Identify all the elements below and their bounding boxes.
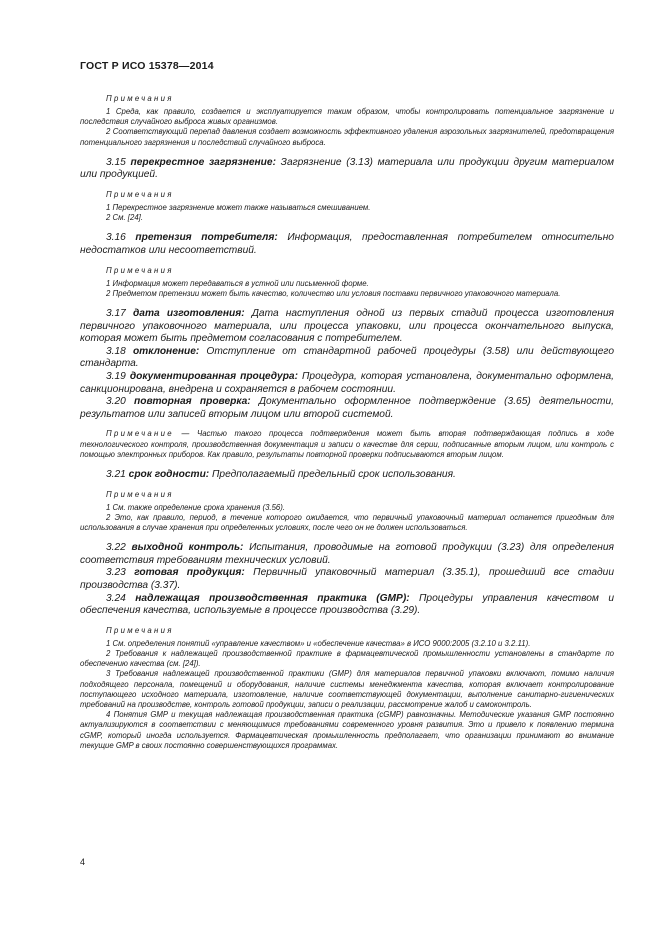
note-item: 2 Требования к надлежащей производственной практике в фармацевтической промышленности установлены в стандарте по обеспечению качества (см. [24]). [80,648,614,669]
note-item: 3 Требования надлежащей производственной практики (GMP) для материалов первичной упаковки включают, помимо наличия подходящего персонала, помещений и оборудования, наличие системы менеджмента качества, которая включает контролирование поступающего исходного материала, изготовление, наличие соответствующей документации, выполнение санитарно-гигиенических требований на производстве, контроль готовой продукции, записи о реализации, рассмотрение жалоб и самоконтроль. [80,669,614,709]
term-3-16: 3.16 претензия потребителя: Информация, предоставленная потребителем относительно недостатков или несоответствий. [80,232,614,256]
page-number: 4 [80,857,86,867]
notes-title: Примечания [106,190,174,199]
notes-title: Примечания [106,265,174,275]
document-header: ГОСТ Р ИСО 15378—2014 [80,60,214,72]
term-3-22: 3.22 выходной контроль: Испытания, проводимые на готовой продукции (3.23) для определения соответствия требованиям технических условий. [80,542,614,566]
note-item: 1 Среда, как правило, создается и эксплуатируется таким образом, чтобы контролировать потенциальное загрязнение и последствия случайного выброса живых организмов. [80,107,614,127]
term-3-19: 3.19 документированная процедура: Процедура, которая установлена, документально оформлена, санкционирована, внедрена и сохраняется в рабочем состоянии. [80,370,614,395]
note-item: 2 Предметом претензии может быть качество, количество или условия поставки первичного упаковочного материала. [106,288,561,298]
note-item: 2 Соответствующий перепад давления создает возможность эффективного удаления аэрозольных загрязнителей, предотвращения потенциального загрязнения и последствий случайного выброса. [80,127,614,147]
note-3-20: Примечание — Частью такого процесса подтверждения может быть вторая подтверждающая подпись в ходе технологического контроля, производственная документация и записи о качестве для серии, подписанные вторым лицом, или контроль с помощью электронных приборов. Как правило, результаты повторной проверки подписываются вторым лицом. [80,429,614,459]
term-3-18: 3.18 отклонение: Отступление от стандартной рабочей процедуры (3.58) или действующего стандарта. [80,345,614,370]
note-item: 1 См. определения понятий «управление качеством» и «обеспечение качества» в ИСО 9000:2005 (3.2.10 и 3.2.11). [106,638,531,648]
term-3-17: 3.17 дата изготовления: Дата наступления одной из первых стадий процесса изготовления первичного упаковочного материала, или процесса упаковки, или процесса окончательного выпуска, которая может быть предметом согласования с потребителем. [80,308,614,345]
term-3-20: 3.20 повторная проверка: Документально оформленное подтверждение (3.65) деятельности, результатов или записей вторым лицом или второй системой. [80,396,614,420]
notes-title: Примечания [106,94,174,103]
note-item: 1 Перекрестное загрязнение может также называться смешиванием. [106,203,371,212]
term-3-21: 3.21 срок годности: Предполагаемый предельный срок использования. [106,468,456,480]
notes-title: Примечания [106,489,174,499]
note-item: 2 Это, как правило, период, в течение которого ожидается, что первичный упаковочный материал останется пригодным для использования в случае хранения при определенных условиях, после чего он не должен использоваться. [80,512,614,532]
note-item: 2 См. [24]. [106,213,143,223]
document-page [80,60,614,751]
note-item: 4 Понятия GMP и текущая надлежащая производственная практика (cGMP) равнозначны. Методические указания GMP постоянно актуализируются в соответствии с меняющимися требованиями современного уровня развития. Это и привело к появлению термина cGMP, который иногда используется. Фармацевтическая промышленность предполагает, что организации принимают во внимание текущие GMP в своих постоянно совершенствующихся программах. [80,710,614,750]
term-3-23: 3.23 готовая продукция: Первичный упаковочный материал (3.35.1), прошедший все стадии производства (3.37). [80,567,614,591]
note-item: 1 См. также определение срока хранения (3.56). [106,502,286,512]
note-item: 1 Информация может передаваться в устной или письменной форме. [106,278,369,288]
term-3-15: 3.15 перекрестное загрязнение: Загрязнение (3.13) материала или продукции другим материалом или продукцией. [80,156,614,181]
notes-title: Примечания [106,625,174,635]
term-3-24: 3.24 надлежащая производственная практика (GMP): Процедуры управления качеством и обеспечения качества, используемые в процессе производства (3.29). [80,592,614,617]
